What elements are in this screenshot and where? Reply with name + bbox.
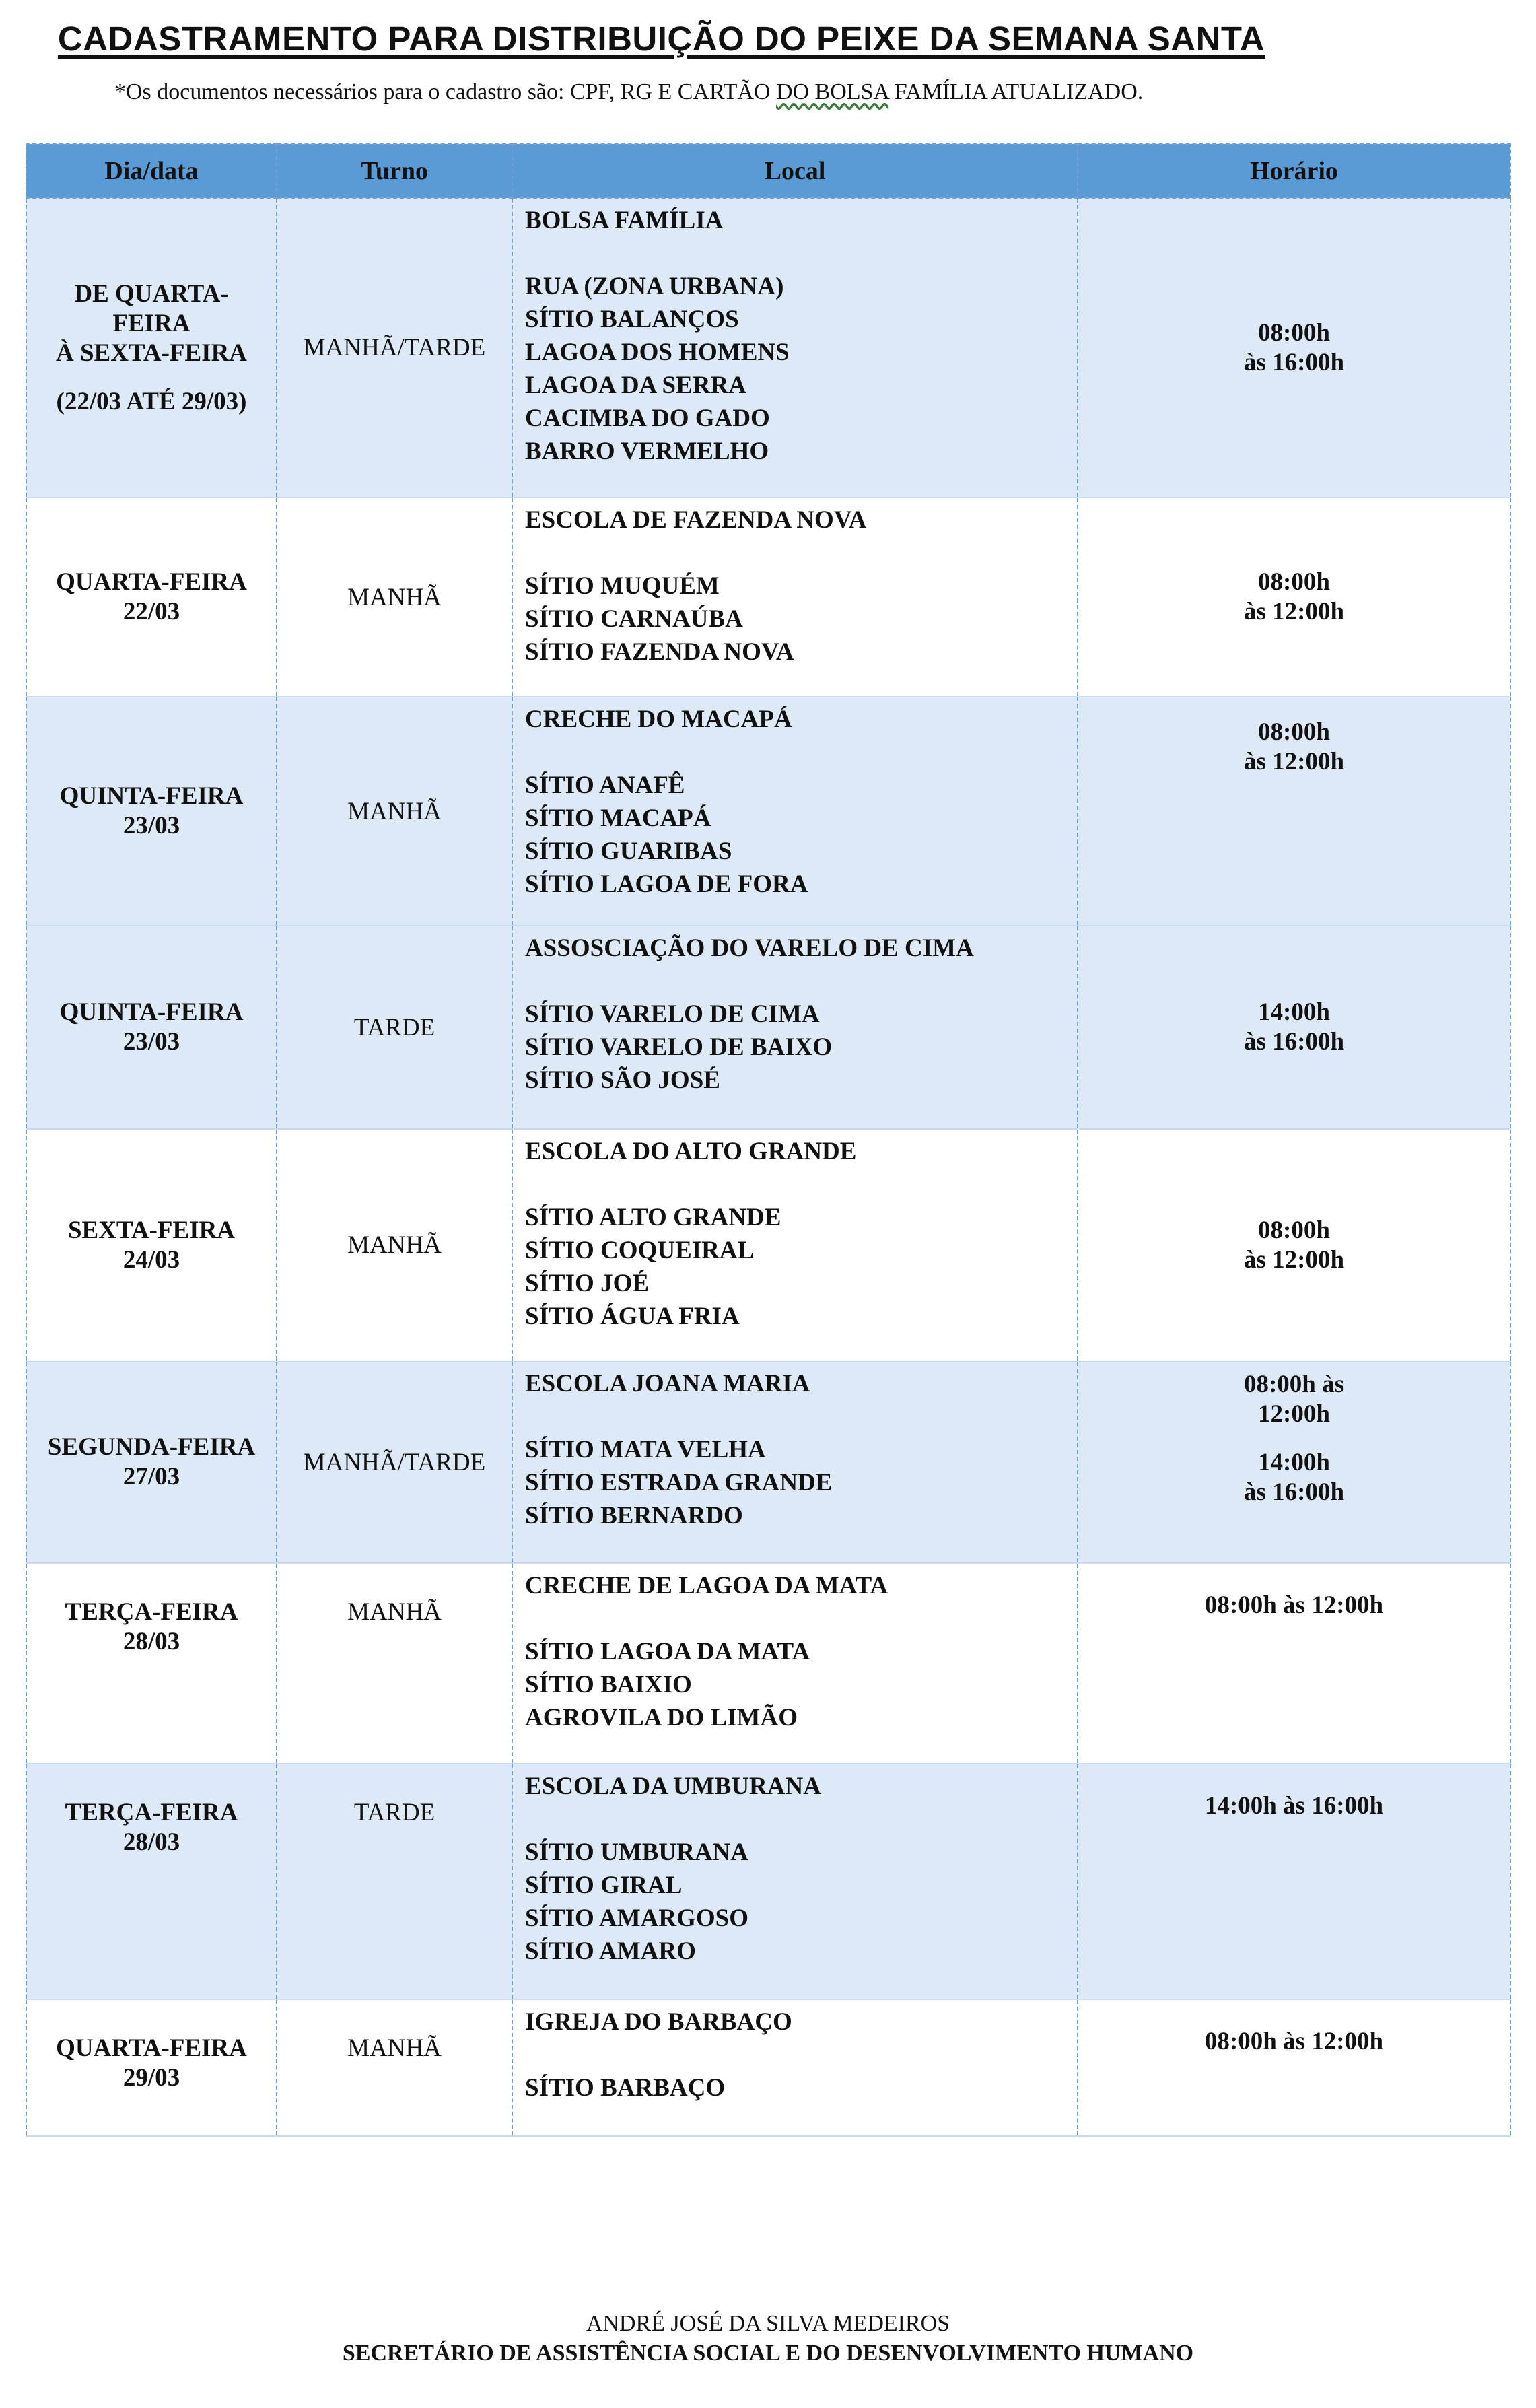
cell-horario (1078, 1999, 1510, 2136)
local-item: SÍTIO UMBURANA (525, 1838, 749, 1866)
header-local: Local (512, 144, 1078, 198)
local-item: SÍTIO GUARIBAS (525, 837, 732, 865)
cell-horario (1078, 926, 1510, 1129)
local-item: SÍTIO AMARGOSO (525, 1904, 749, 1932)
table-row (26, 497, 1510, 697)
cell-horario (1078, 1563, 1510, 1764)
cell-dia-data (26, 1999, 277, 2136)
cell-local (512, 1999, 1078, 2136)
dia-line: 28/03 (123, 1828, 180, 1856)
local-item: LAGOA DA SERRA (525, 372, 746, 399)
local-title: ESCOLA DA UMBURANA (525, 1773, 821, 1800)
local-item: SÍTIO VARELO DE BAIXO (525, 1033, 833, 1061)
cell-turno: MANHÃ (277, 697, 512, 926)
local-item: SÍTIO ESTRADA GRANDE (525, 1469, 833, 1497)
cell-horario (1078, 1361, 1510, 1563)
local-title: ESCOLA JOANA MARIA (525, 1370, 810, 1398)
horario-line: 14:00h às 16:00h (1204, 1792, 1384, 1820)
horario-line: às 16:00h (1243, 1478, 1345, 1506)
table-row (26, 697, 1510, 926)
cell-local (512, 198, 1078, 497)
local-item: SÍTIO ALTO GRANDE (525, 1204, 781, 1231)
cell-horario (1078, 697, 1510, 926)
dia-line: TERÇA-FEIRA (65, 1799, 238, 1826)
required-documents-note (114, 79, 1393, 105)
cell-horario (1078, 1129, 1510, 1361)
table-row (26, 198, 1510, 497)
cell-dia-data (26, 1764, 277, 1999)
dia-line: TERÇA-FEIRA (65, 1598, 238, 1626)
local-spacer (525, 237, 1070, 270)
horario-line: 08:00h (1258, 318, 1330, 347)
local-title: BOLSA FAMÍLIA (525, 207, 724, 234)
local-item: SÍTIO BERNARDO (525, 1502, 743, 1529)
local-spacer (525, 537, 1070, 570)
local-title: CRECHE DO MACAPÁ (525, 706, 792, 733)
cell-dia-data (26, 1129, 277, 1361)
cell-dia-data (26, 1361, 277, 1563)
local-item: LAGOA DOS HOMENS (525, 339, 790, 366)
cell-dia-data (26, 926, 277, 1129)
cell-local (512, 1563, 1078, 1764)
local-spacer (525, 1168, 1070, 1201)
cell-turno: TARDE (277, 926, 512, 1129)
local-title: ESCOLA DO ALTO GRANDE (525, 1138, 857, 1165)
horario-line: às 12:00h (1243, 598, 1345, 625)
dia-line: 23/03 (123, 812, 180, 839)
local-item: SÍTIO FAZENDA NOVA (525, 638, 794, 666)
local-spacer (525, 1803, 1070, 1836)
local-item: SÍTIO ANAFÊ (525, 771, 685, 799)
dia-line: QUARTA-FEIRA (56, 568, 247, 596)
horario-line: às 12:00h (1243, 1245, 1345, 1274)
cell-local (512, 1129, 1078, 1361)
cell-turno: MANHÃ (277, 1563, 512, 1764)
signature-role: SECRETÁRIO DE ASSISTÊNCIA SOCIAL E DO DESENVOLVIMENTO HUMANO (342, 2341, 1194, 2366)
table-row (26, 1361, 1510, 1563)
local-spacer (525, 736, 1070, 769)
local-item: SÍTIO MACAPÁ (525, 804, 711, 832)
cell-local (512, 697, 1078, 926)
dia-line: 29/03 (123, 2064, 180, 2092)
table-row (26, 1563, 1510, 1764)
local-item: SÍTIO BALANÇOS (525, 306, 739, 333)
horario-line: 12:00h (1258, 1400, 1330, 1428)
table-row (26, 1999, 1510, 2136)
local-item: CACIMBA DO GADO (525, 405, 770, 432)
horario-line: 08:00h às (1243, 1371, 1345, 1398)
local-item: SÍTIO BAIXIO (525, 1671, 692, 1698)
cell-turno: TARDE (277, 1764, 512, 1999)
local-item: SÍTIO LAGOA DA MATA (525, 1638, 810, 1665)
dia-line: 23/03 (123, 1028, 180, 1056)
dia-line: À SEXTA-FEIRA (55, 339, 248, 367)
cell-turno: MANHÃ (277, 1999, 512, 2136)
cell-horario (1078, 1764, 1510, 1999)
cell-horario (1078, 198, 1510, 497)
table-header-row (26, 144, 1510, 198)
table-row (26, 1764, 1510, 1999)
local-spacer (525, 965, 1070, 998)
horario-line: 08:00h às 12:00h (1204, 2028, 1384, 2055)
schedule-table (26, 143, 1511, 2137)
local-item: SÍTIO GIRAL (525, 1871, 683, 1899)
local-spacer (525, 2038, 1070, 2071)
horario-line: 08:00h (1258, 1216, 1330, 1244)
header-dia-data: Dia/data (26, 144, 277, 198)
local-item: BARRO VERMELHO (525, 438, 769, 465)
local-item: SÍTIO SÃO JOSÉ (525, 1066, 720, 1094)
local-item: AGROVILA DO LIMÃO (525, 1704, 798, 1731)
dia-line: SEGUNDA-FEIRA (47, 1433, 256, 1461)
cell-local (512, 497, 1078, 697)
dia-line: (22/03 ATÉ 29/03) (56, 387, 247, 415)
dia-line (34, 368, 269, 387)
cell-dia-data (26, 697, 277, 926)
table-row (26, 1129, 1510, 1361)
cell-turno: MANHÃ/TARDE (277, 1361, 512, 1563)
cell-dia-data (26, 1563, 277, 1764)
table-row (26, 926, 1510, 1129)
dia-line: 24/03 (123, 1245, 180, 1274)
cell-horario (1078, 497, 1510, 697)
signature-name: ANDRÉ JOSÉ DA SILVA MEDEIROS (586, 2311, 950, 2336)
local-item: SÍTIO CARNAÚBA (525, 605, 743, 633)
cell-local (512, 926, 1078, 1129)
local-spacer (525, 1602, 1070, 1635)
local-item: SÍTIO BARBAÇO (525, 2074, 726, 2102)
dia-line: 28/03 (123, 1628, 180, 1655)
header-horario: Horário (1078, 144, 1510, 198)
cell-turno: MANHÃ (277, 1129, 512, 1361)
local-title: CRECHE DE LAGOA DA MATA (525, 1572, 888, 1599)
local-title: IGREJA DO BARBAÇO (525, 2008, 792, 2036)
local-item: SÍTIO MUQUÉM (525, 572, 720, 600)
local-title: ASSOSCIAÇÃO DO VARELO DE CIMA (525, 934, 974, 962)
cell-local (512, 1764, 1078, 1999)
horario-line: 08:00h às 12:00h (1204, 1591, 1384, 1619)
dia-line: 22/03 (123, 598, 180, 625)
document-title: CADASTRAMENTO PARA DISTRIBUIÇÃO DO PEIXE DA SEMANA SANTA (57, 20, 1265, 58)
local-item: SÍTIO AMARO (525, 1937, 696, 1965)
local-item: SÍTIO LAGOA DE FORA (525, 870, 808, 898)
dia-line: QUINTA-FEIRA (59, 782, 244, 810)
dia-line: 27/03 (123, 1463, 180, 1490)
horario-line (1085, 1429, 1503, 1448)
header-turno: Turno (277, 144, 512, 198)
note-text-flagged: DO BOLSA (775, 79, 889, 104)
cell-dia-data (26, 497, 277, 697)
local-item: SÍTIO MATA VELHA (525, 1436, 766, 1464)
horario-line: às 12:00h (1243, 748, 1345, 776)
horario-line: 14:00h (1258, 998, 1330, 1026)
cell-local (512, 1361, 1078, 1563)
local-spacer (525, 1400, 1070, 1433)
cell-turno: MANHÃ/TARDE (277, 198, 512, 497)
dia-line: QUARTA-FEIRA (56, 2034, 247, 2062)
horario-line: às 16:00h (1243, 348, 1345, 376)
cell-dia-data (26, 198, 277, 497)
local-item: SÍTIO COQUEIRAL (525, 1237, 755, 1264)
note-text-end: FAMÍLIA ATUALIZADO. (888, 79, 1144, 104)
local-item: SÍTIO VARELO DE CIMA (525, 1000, 820, 1028)
horario-line: 08:00h (1258, 718, 1330, 746)
local-item: SÍTIO JOÉ (525, 1270, 650, 1297)
horario-line: 14:00h (1258, 1449, 1330, 1476)
local-item: RUA (ZONA URBANA) (525, 273, 784, 300)
local-item: SÍTIO ÁGUA FRIA (525, 1303, 740, 1330)
horario-line: às 16:00h (1243, 1028, 1345, 1056)
horario-line: 08:00h (1258, 568, 1330, 596)
dia-line: DE QUARTA- (74, 279, 229, 308)
note-text-start: *Os documentos necessários para o cadastro são: CPF, RG E CARTÃO (114, 79, 776, 104)
dia-line: QUINTA-FEIRA (59, 998, 244, 1026)
local-title: ESCOLA DE FAZENDA NOVA (525, 506, 867, 534)
dia-line: FEIRA (112, 309, 190, 337)
cell-turno: MANHÃ (277, 497, 512, 697)
dia-line: SEXTA-FEIRA (67, 1216, 236, 1244)
